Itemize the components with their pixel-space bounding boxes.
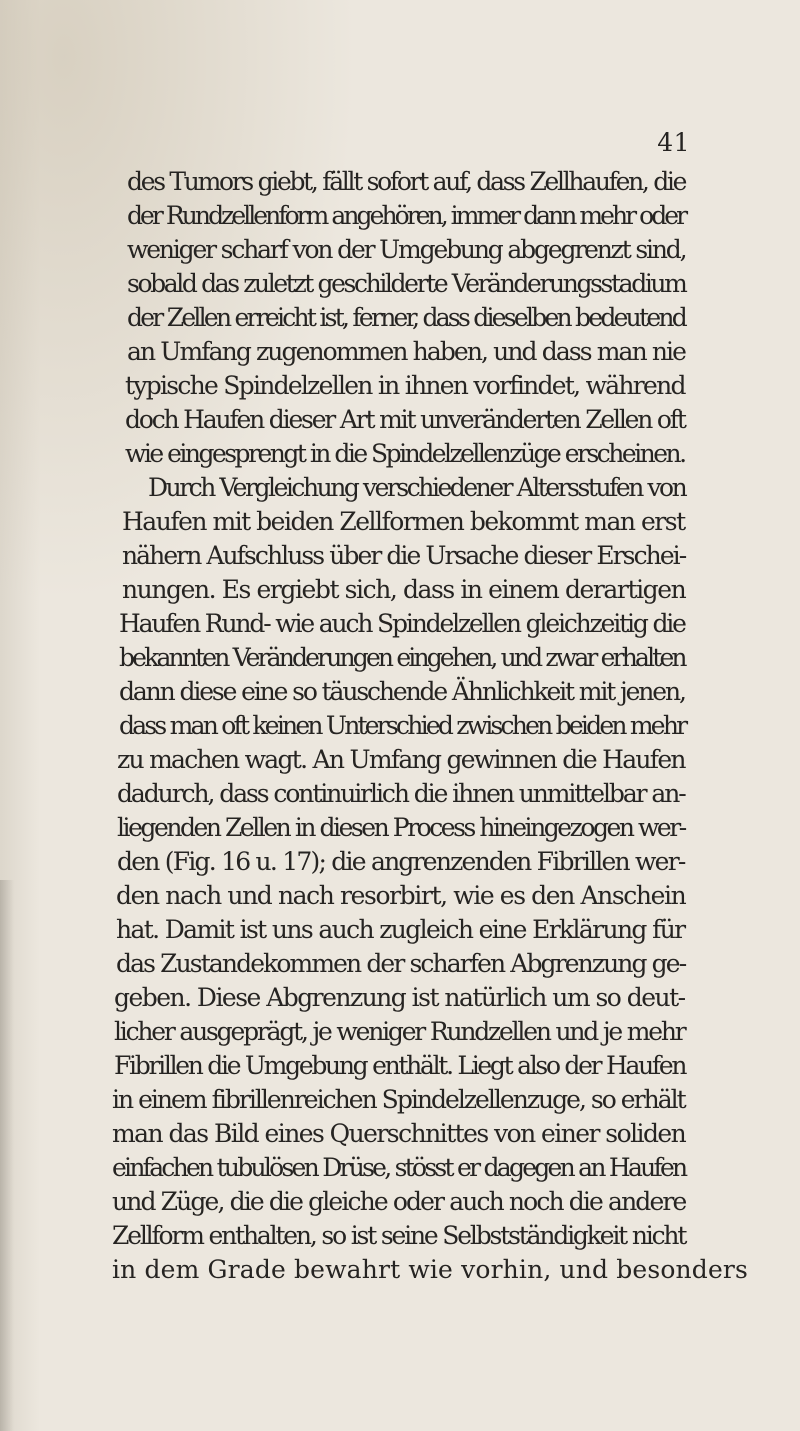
text-line: Haufen mit beiden Zellformen bekommt man erst [122, 507, 685, 536]
text-line: der Rundzellenform angehören, immer dann mehr oder [127, 201, 686, 230]
text-line: man das Bild eines Querschnittes von einer soliden [112, 1119, 686, 1148]
text-line: doch Haufen dieser Art mit unveränderten Zellen oft [125, 405, 685, 434]
text-line: und Züge, die die gleiche oder auch noch die andere [112, 1187, 686, 1216]
text-line: nungen. Es ergiebt sich, dass in einem derartigen [122, 575, 686, 604]
text-line: weniger scharf von der Umgebung abgegrenzt sind, [127, 235, 686, 264]
text-line: licher ausgeprägt, je weniger Rundzellen und je mehr [114, 1017, 685, 1046]
text-line: Zellform enthalten, so ist seine Selbstständigkeit nicht [112, 1221, 686, 1250]
text-line: bekannten Veränderungen eingehen, und zwar erhalten [119, 643, 685, 672]
text-line: Haufen Rund- wie auch Spindelzellen gleichzeitig die [119, 609, 685, 638]
text-line: das Zustandekommen der scharfen Abgrenzung ge- [116, 949, 686, 978]
text-line: der Zellen erreicht ist, ferner, dass dieselben bedeutend [127, 303, 686, 332]
text-line: dadurch, dass continuirlich die ihnen unmittelbar an- [117, 779, 685, 808]
text-line: an Umfang zugenommen haben, und dass man nie [127, 337, 686, 366]
text-line: in einem fibrillenreichen Spindelzellenzuge, so erhält [112, 1085, 685, 1114]
text-line: typische Spindelzellen in ihnen vorfindet, während [125, 371, 685, 400]
text-line: den (Fig. 16 u. 17); die angrenzenden Fibrillen wer- [117, 847, 685, 876]
text-line: sobald das zuletzt geschilderte Veränderungsstadium [127, 269, 686, 298]
text-line: Fibrillen die Umgebung enthält. Liegt also der Haufen [114, 1051, 686, 1080]
page-binding-shadow [0, 880, 14, 1431]
text-line: dann diese eine so täuschende Ähnlichkeit mit jenen, [119, 677, 685, 706]
text-line: einfachen tubulösen Drüse, stösst er dagegen an Haufen [112, 1153, 686, 1182]
text-line: wie eingesprengt in die Spindelzellenzüge erscheinen. [125, 439, 685, 468]
text-line: hat. Damit ist uns auch zugleich eine Erklärung für [116, 915, 685, 944]
text-line: dass man oft keinen Unterschied zwischen beiden mehr [119, 711, 686, 740]
text-line: nähern Aufschluss über die Ursache dieser Erschei- [122, 541, 686, 570]
text-line: den nach und nach resorbirt, wie es den Anschein [116, 881, 686, 910]
text-line: in dem Grade bewahrt wie vorhin, und besonders [112, 1255, 748, 1284]
text-line: zu machen wagt. An Umfang gewinnen die Haufen [117, 745, 685, 774]
text-line: des Tumors giebt, fällt sofort auf, dass Zellhaufen, die [127, 167, 686, 196]
text-line: liegenden Zellen in diesen Process hineingezogen wer- [117, 813, 685, 842]
page-number: 41 [657, 128, 690, 157]
text-line: geben. Diese Abgrenzung ist natürlich um so deut- [114, 983, 685, 1012]
text-line: Durch Vergleichung verschiedener Altersstufen von [148, 473, 686, 502]
